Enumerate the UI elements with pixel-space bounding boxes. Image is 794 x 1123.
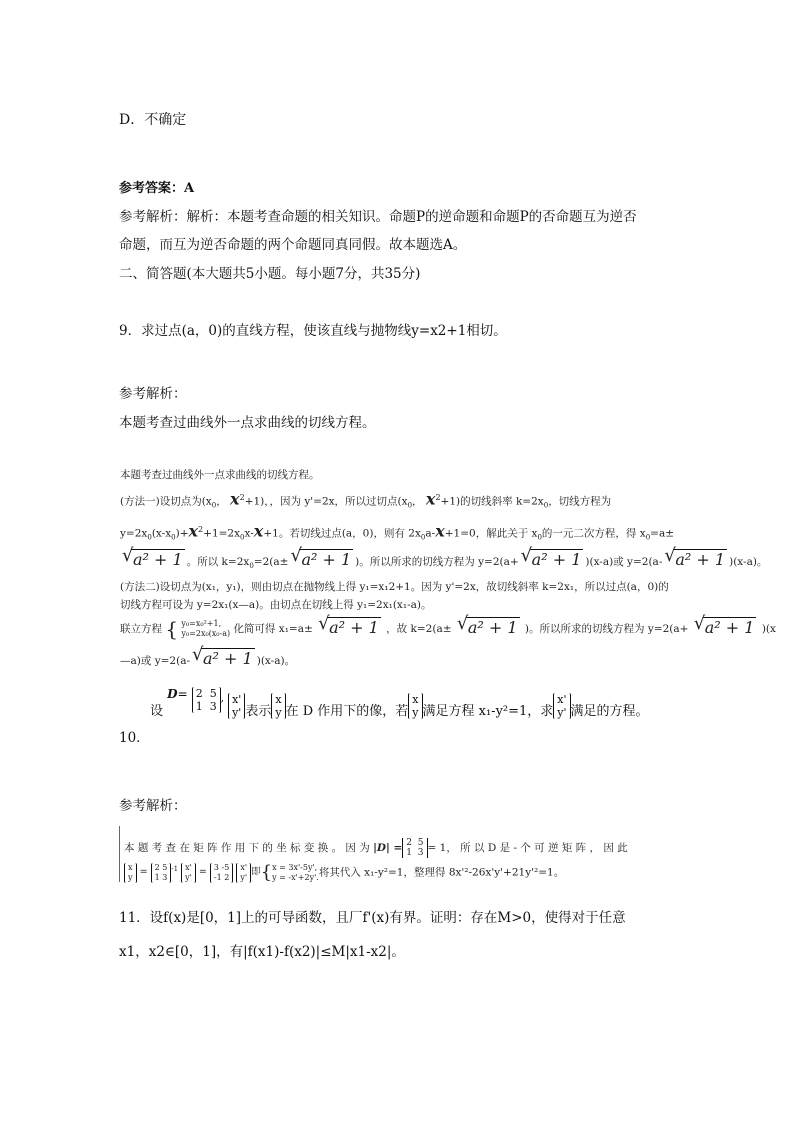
q9-sol-line-3: $y=2x_0(x-x_0)+x^2+1=2x_0x-x+1$。若切线过点(a，0)，则有 $2x_0a-x+1=0$，解此关于 $x_0$的一元二次方程，得 $x_0=a\pm$ (120, 521, 675, 542)
option-d: D．不确定 (119, 112, 187, 128)
q9-sol-line-7: 联立方程 { y₀=x₀²+1, y₀=2x₀(x₀-a) 化简可得 x₁=a± √ a² + 1 ，故 k=2(a± √ a² + 1 )。所以所求的切线方程为 y=2(a+ √ a² + 1 )(x (120, 613, 776, 641)
analysis-line-1: 参考解析：解析：本题考查命题的相关知识。命题P的逆命题和命题P的否命题互为逆否 (119, 209, 637, 225)
q10-sol-line-1: 本 题 考 查 在 矩 阵 作 用 下 的 坐 标 变 换 。 因 为 |D| = 2 5 1 3 = 1， 所 以 D 是 - 个 可 逆 矩 阵 ， 因 此 (124, 838, 628, 858)
q9-ref-label: 参考解析： (119, 386, 187, 402)
q9-sol-line-5: (方法二)设切点为(x₁，y₁)，则由切点在抛物线上得 y₁=x₁2+1。因为 y'=2x，故切线斜率 k=2x₁，所以过点(a，0)的 (120, 581, 669, 593)
question-11-line-2: x1，x2∈[0，1]，有|f(x1)-f(x2)|≤M|x1-x2|。 (119, 944, 405, 960)
q9-sol-line-6: 切线方程可设为 y=2x₁(x—a)。由切点在切线上得 y₁=2x₁(x₁-a)。 (120, 599, 432, 611)
q10-sol-line-2: x y = 2 5 1 $3^{-1}$ x' y' = 3 -5 -1 2 x' y' 即{ x = 3x'-5y', y = -x'+2y'. 将其代入 x₁-y²=1，整理得 8x'²-26x'y'+21y'²=1。 (124, 862, 564, 884)
q10-ref-label: 参考解析： (119, 798, 187, 814)
section-title: 二、简答题(本大题共5小题。每小题7分，共35分) (119, 266, 421, 282)
question-11-line-1: 11．设f(x)是[0，1]上的可导函数，且厂f'(x)有界。证明：存在M>0，使得对于任意 (119, 910, 626, 926)
analysis-line-2: 命题，而互为逆否命题的两个命题同真同假。故本题选A。 (119, 237, 467, 253)
q9-ref-text: 本题考查过曲线外一点求曲线的切线方程。 (119, 415, 376, 431)
question-9: 9．求过点(a，0)的直线方程，使该直线与抛物线y=x2+1相切。 (119, 323, 507, 339)
q9-sol-line-4: √ a² + 1 。所以 $k=2x_0=2(a\pm$ √ a² + 1 )。所以所求的切线方程为 y=2(a+ √ a² + 1 )(x-a)或 y=2(a- √ a² + 1 )(x-a)。 (122, 545, 768, 571)
answer-label: 参考答案：A (119, 181, 195, 196)
q9-sol-line-1: 本题考查过曲线外一点求曲线的切线方程。 (120, 469, 320, 481)
q9-sol-line-2: (方法一)设切点为($x_0$， $x^2+1$)，，因为 y'=2x，所以过切点($x_0$， $x^2+1$)的切线斜率 $k=2x_0$，切线方程为 (120, 489, 612, 510)
q10-number: 10． (119, 730, 150, 746)
q9-sol-line-8: —a)或 y=2(a- √ a² + 1 )(x-a)。 (120, 644, 296, 668)
question-10: 设 D= 2 5 1 3, x' y' 表示x y 在 D 作用下的像，若x y 满足方程 x₁-y²=1，求x' y' 满足的方程。 (150, 687, 649, 719)
